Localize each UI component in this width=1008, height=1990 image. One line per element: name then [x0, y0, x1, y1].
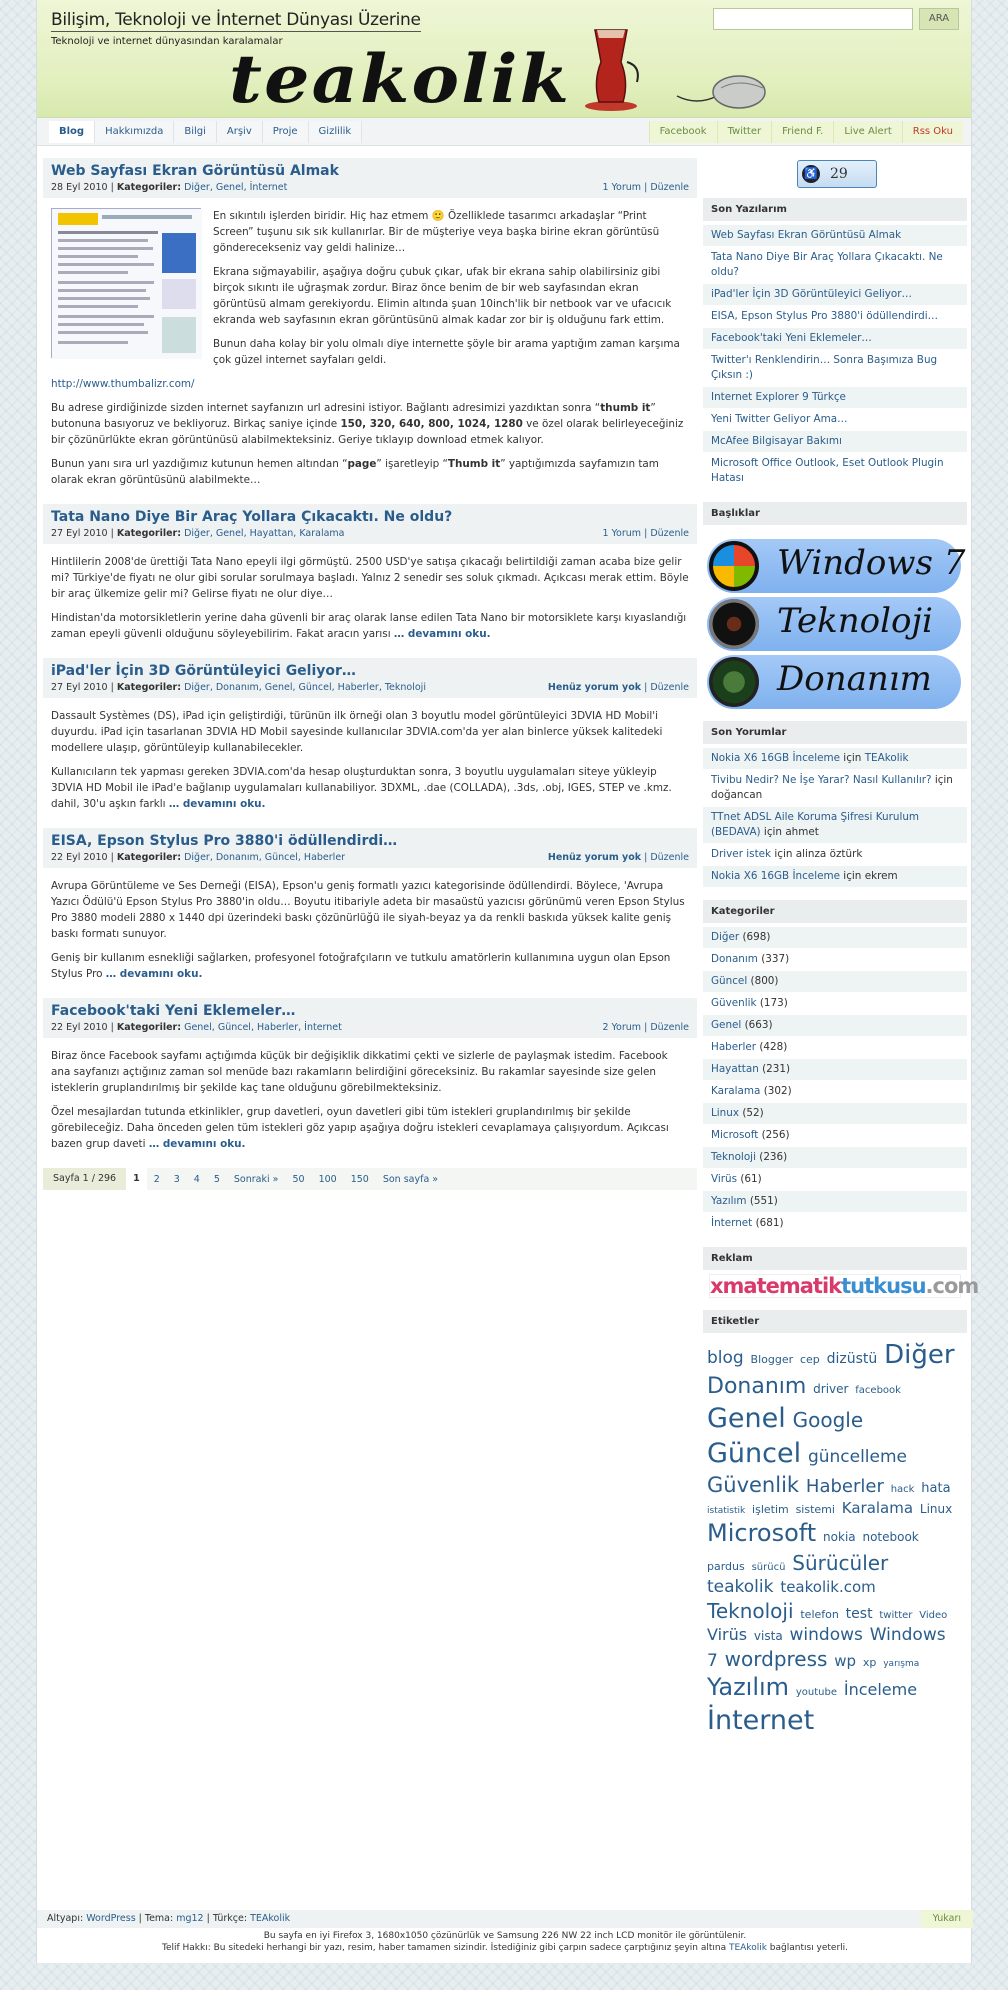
post-date: 27 Eyl 2010 [51, 528, 108, 539]
tag-link[interactable]: test [845, 1605, 873, 1622]
category-item [703, 927, 967, 949]
site-description: Teknoloji ve internet dünyasından karalamalar [51, 36, 283, 47]
post-actions: Henüz yorum yok | Düzenle [547, 682, 689, 693]
post-categories[interactable]: Genel, Güncel, Haberler, İnternet [184, 1022, 342, 1033]
banner-donanim[interactable] [707, 655, 961, 709]
category-link[interactable]: Donanım [711, 953, 758, 965]
banner-label: Teknoloji [777, 601, 933, 641]
post-header [43, 504, 697, 544]
search-input[interactable] [713, 8, 913, 30]
site-logo[interactable]: teakolik [229, 40, 572, 118]
tag-link[interactable]: yarışma [883, 1658, 920, 1669]
footer: Altyapı: WordPress | Tema: mg12 | Türkçe: TEAkolik Yukarı [37, 1910, 973, 1928]
category-link[interactable]: Güncel [711, 975, 748, 987]
recent-post-link[interactable]: Yeni Twitter Geliyor Ama… [711, 413, 848, 425]
category-count: (698) [742, 931, 771, 943]
post-actions: 2 Yorum | Düzenle [602, 1022, 689, 1033]
category-count: (52) [742, 1107, 764, 1119]
category-link[interactable]: Diğer [711, 931, 740, 943]
edit-link[interactable]: Düzenle [650, 1022, 689, 1033]
post-title[interactable]: EISA, Epson Stylus Pro 3880'i ödüllendirdi… [51, 833, 398, 849]
category-item [703, 1125, 967, 1147]
page-link[interactable]: 5 [213, 1173, 220, 1185]
tag-link[interactable]: Diğer [884, 1340, 955, 1370]
tag-link[interactable]: Yazılım [707, 1672, 790, 1701]
tag-link[interactable]: istatistik [707, 1505, 746, 1516]
tag-link[interactable]: blog [707, 1348, 744, 1368]
comment-post-link[interactable]: Driver istek [711, 848, 772, 860]
tag-link[interactable]: teakolik.com [780, 1577, 876, 1596]
tags-widget [703, 1310, 967, 1740]
page-current: 1 [126, 1168, 147, 1190]
recent-posts-widget [703, 198, 967, 490]
category-item [703, 1213, 967, 1235]
tag-link[interactable]: işletim [752, 1502, 789, 1516]
comment-post-link[interactable]: TTnet ADSL Aile Koruma Şifresi Kurulum (BEDAVA) [711, 811, 920, 838]
tag-link[interactable]: Teknoloji [707, 1598, 794, 1623]
category-item [703, 1103, 967, 1125]
recent-comments-widget: Son Yorumlar Nokia X6 16GB İnceleme için TEAkolik Tivibu Nedir? Ne İşe Yarar? Nasıl Kullanılır? için doğancan TTnet ADSL Aile Koruma Şifresi Kurulum (BEDAVA) için ahmet Driver istek için alinza öztürk Nokia X6 16GB İnceleme için ekrem [703, 721, 967, 888]
tag-link[interactable]: hata [921, 1480, 951, 1496]
post-header [43, 998, 697, 1038]
last-page-link[interactable]: Son sayfa » [382, 1173, 439, 1185]
tag-link[interactable]: İnternet [707, 1705, 815, 1737]
tea-glass-icon [581, 22, 641, 112]
category-count: (551) [749, 1195, 778, 1207]
comment-author-link[interactable]: TEAkolik [864, 752, 909, 764]
nav-item-archive[interactable]: Arşiv [217, 121, 263, 143]
tag-link[interactable]: Karalama [841, 1498, 914, 1517]
post-meta: 27 Eyl 2010 | Kategoriler: Diğer, Genel, Hayattan, Karalama [51, 528, 345, 539]
category-count: (663) [744, 1019, 773, 1031]
nav-live-alert[interactable]: Live Alert [833, 121, 901, 143]
recent-post-link[interactable]: iPad'ler İçin 3D Görüntüleyici Geliyor… [711, 288, 912, 300]
recent-post-link[interactable]: Microsoft Office Outlook, Eset Outlook Plugin Hatası [711, 457, 944, 484]
post-body [43, 198, 697, 488]
banner-windows7[interactable] [707, 539, 966, 593]
footer-note-line: Telif Hakkı: Bu sitedeki herhangi bir yazı, resim, haber tamamen sizindir. İstediğiniz gibi çarpın sadece çarptığınız şeyin altına TEAkolik bağlantısı yeterli. [161, 1943, 849, 1953]
tag-link[interactable]: windows [789, 1624, 863, 1645]
categories-label: Kategoriler: [116, 528, 182, 539]
category-link[interactable]: Hayattan [711, 1063, 759, 1075]
post [43, 504, 697, 642]
pagination [43, 1168, 697, 1190]
nav-pages [49, 121, 362, 143]
post-paragraph: Bunun yanı sıra url yazdığımız kutunun hemen altından “page” işaretleyip “Thumb it” yaptığımızda sayfamızın tam olarak ekran görüntüsünü alabilmekte… [51, 458, 659, 486]
category-count: (800) [750, 975, 779, 987]
post-paragraph: Avrupa Görüntüleme ve Ses Derneği (EISA), Epson'u geniş formatlı yazıcı kategorisinde ödüllendirdi. Böylece, 'Avrupa Yazıcı Ödülü'ü Epson Stylus Pro 3880'in oldu… Boyutu itibariyle adeta bir masaüstü yazıcısı görünümü veren Epson Stylus Pro 3880 modeli 2880 x 1440 dpi üzerindeki baskı çözünürlüğü ile siyah-beyaz ya da renkli baskıda yüksek kalite geniş baskı formatı sunuyor. [51, 880, 685, 940]
post-date: 27 Eyl 2010 [51, 682, 108, 693]
site-header [37, 0, 971, 118]
back-to-top-link[interactable]: Yukarı [921, 1910, 973, 1928]
page-link[interactable]: 2 [153, 1173, 160, 1185]
post-paragraph: En sıkıntılı işlerden biridir. Hiç haz etmem 🙂 Özellikledе tasarımcı arkadaşlar “Print Screen” tuşunu sık sık kullanırlar. Bir de müşteriye veya başka birine ekran görüntüsü göndereceksеniz vay geldi halinize… [213, 210, 660, 254]
teakolik-link[interactable]: TEAkolik [728, 1943, 767, 1953]
post-paragraph: Özel mesajlardan tutunda etkinlikler, grup davetleri, oyun davetleri gibi tüm istekleri gruplandırılmış bir şekilde görebileceğiz. Daha önceden gelen tüm istekleri göz yapıp aşağıya doğru istekleri cevaplamaya çalışıyordum. Açıkcası bazen grup daveti … devamını oku. [51, 1106, 669, 1150]
page-link[interactable]: 3 [173, 1173, 180, 1185]
category-link[interactable]: Virüs [711, 1173, 738, 1185]
post [43, 158, 697, 488]
tag-link[interactable]: Windows 7 [707, 1624, 946, 1671]
tag-link[interactable]: dizüstü [826, 1351, 878, 1367]
post-paragraph: Bu adrese girdiğinizde sizden internet sayfanızın url adresini istiyor. Bağlantı adresimizi yazdıktan sonra “thumb it” butonuna basıyoruz ve bekliyoruz. Birkaç saniye içinde 150, 320, 640, 800, 1024, 1280 ve özel olarak belirleyeceğiniz bir çözünürlükte ekran görüntünüsü alabilmekteksiniz. Geriye tıklayıp download etmek kalıyor. [51, 402, 684, 446]
comments-link[interactable]: 2 Yorum [602, 1022, 642, 1033]
recent-post-link[interactable]: Web Sayfası Ekran Görüntüsü Almak [711, 229, 902, 241]
post-paragraph: Hindistan'da motorsikletlerin yerine daha güvenli bir araç olarak lanse edilen Tata Nano bir motorsiklete karşı kıyaslandığı zaman epeyli güvenli olduğunu söyleyebilirim. Fakat aracın yarısı … devamını oku. [51, 612, 687, 640]
circuit-board-icon [709, 657, 759, 707]
tag-link[interactable]: vista [753, 1628, 783, 1643]
tag-link[interactable]: Sürücüler [792, 1550, 889, 1575]
camera-lens-icon [709, 599, 759, 649]
tag-link[interactable]: Güvenlik [707, 1472, 800, 1497]
post-header [43, 658, 697, 698]
comments-link[interactable]: Henüz yorum yok [547, 682, 642, 693]
banner-label: Donanım [777, 659, 932, 699]
category-count: (337) [761, 953, 790, 965]
tag-link[interactable]: twitter [879, 1609, 913, 1621]
main-nav [37, 118, 971, 146]
tag-link[interactable]: İnceleme [843, 1679, 918, 1699]
category-item [703, 1037, 967, 1059]
tag-link[interactable]: güncelleme [807, 1447, 908, 1468]
tag-link[interactable]: Google [792, 1408, 864, 1433]
category-count: (236) [759, 1151, 788, 1163]
post-categories[interactable]: Diğer, Genel, Hayattan, Karalama [184, 528, 345, 539]
category-count: (681) [755, 1217, 784, 1229]
comment-author: alinza öztürk [795, 848, 863, 860]
category-item [703, 1191, 967, 1213]
tag-link[interactable]: Video [919, 1609, 948, 1621]
post-date: 22 Eyl 2010 [51, 852, 108, 863]
post-title[interactable]: Web Sayfası Ekran Görüntüsü Almak [51, 163, 339, 179]
post-categories[interactable]: Diğer, Donanım, Genel, Güncel, Haberler, Teknoloji [184, 682, 426, 693]
tag-link[interactable]: notebook [862, 1530, 919, 1545]
sidebar [703, 152, 979, 1752]
tag-link[interactable]: youtube [795, 1686, 838, 1698]
counter-value: 29 [830, 166, 848, 182]
categories-label: Kategoriler: [116, 182, 182, 193]
post-categories[interactable]: Diğer, Donanım, Güncel, Haberler [184, 852, 346, 863]
category-item [703, 949, 967, 971]
thumbnail-image [52, 209, 202, 359]
search-button[interactable]: ARA [919, 8, 959, 30]
recent-post-link[interactable]: Internet Explorer 9 Türkçe [711, 391, 846, 403]
headings-widget [703, 502, 967, 709]
widget-title: Başlıklar [703, 502, 967, 525]
ad-widget [703, 1247, 979, 1298]
comments-link[interactable]: Henüz yorum yok [547, 852, 642, 863]
post-meta: 28 Eyl 2010 | Kategoriler: Diğer, Genel, İnternet [51, 182, 288, 193]
category-item [703, 993, 967, 1015]
post-categories[interactable]: Diğer, Genel, İnternet [184, 182, 288, 193]
banner-label: Windows 7 [777, 543, 966, 583]
post-paragraph: Geniş bir kullanım esnekliği sağlarken, profesyonel fotoğrafçıların ve tutkulu amatörlerin kullanımına uygun olan Epson Stylus Pro … devamını oku. [51, 952, 671, 980]
post-meta: 22 Eyl 2010 | Kategoriler: Genel, Güncel, Haberler, İnternet [51, 1022, 342, 1033]
post-paragraph: Biraz önce Facebook sayfamı açtığımda küçük bir değişiklik dikkatimi çekti ve sizlerle de paylaşmak istedim. Facebook ana sayfanızı açtığınız zaman sol menüde bazı rakamların belirdiğini göreceksiniz. Bu rakamlar sayesinde size gelen isteklerin gruplandırılmış bir şekilde kaç tane olduğunu görebilmekteksiniz. [51, 1050, 668, 1094]
tag-link[interactable]: telefon [800, 1607, 839, 1621]
category-count: (256) [761, 1129, 790, 1141]
page-wrapper [36, 0, 979, 1963]
category-count: (302) [763, 1085, 792, 1097]
post-body [43, 544, 697, 642]
tag-link[interactable]: sistemi [795, 1502, 835, 1516]
comment-author: ekrem [864, 870, 898, 882]
thumbalizr-link[interactable]: http://www.thumbalizr.com/ [51, 378, 195, 390]
tag-link[interactable]: Güncel [707, 1438, 802, 1470]
category-link[interactable]: Yazılım [711, 1195, 747, 1207]
site-title[interactable]: Bilişim, Teknoloji ve İnternet Dünyası Üzerine [51, 10, 421, 30]
nav-social [649, 121, 963, 143]
wordpress-link[interactable]: WordPress [86, 1913, 136, 1924]
post-body [43, 1038, 697, 1152]
nav-rss[interactable]: Rss Oku [902, 121, 963, 143]
tag-link[interactable]: Microsoft [707, 1519, 817, 1548]
post-body [43, 698, 697, 812]
tag-link[interactable]: cep [799, 1353, 820, 1366]
mouse-icon [677, 66, 767, 116]
comment-post-link[interactable]: Nokia X6 16GB İnceleme [711, 752, 840, 764]
post-title[interactable]: Facebook'taki Yeni Eklemeler… [51, 1003, 296, 1019]
category-item [703, 1169, 967, 1191]
widget-title: Reklam [703, 1247, 967, 1270]
page-link[interactable]: 4 [193, 1173, 200, 1185]
category-link[interactable]: Teknoloji [711, 1151, 756, 1163]
category-item [703, 1081, 967, 1103]
post-date: 22 Eyl 2010 [51, 1022, 108, 1033]
category-link[interactable]: Microsoft [711, 1129, 759, 1141]
read-more-link[interactable]: … devamını oku. [168, 798, 266, 810]
widget-title: Son Yazılarım [703, 198, 967, 221]
teakolik-link[interactable]: TEAkolik [250, 1913, 291, 1924]
post-actions: 1 Yorum | Düzenle [602, 182, 689, 193]
comment-author: doğancan [711, 789, 763, 801]
category-count: (231) [762, 1063, 791, 1075]
post-title[interactable]: Tata Nano Diye Bir Araç Yollara Çıkacaktı. Ne oldu? [51, 509, 453, 525]
tag-link[interactable]: Linux [919, 1501, 953, 1516]
page-info: Sayfa 1 / 296 [43, 1168, 126, 1190]
edit-link[interactable]: Düzenle [650, 682, 689, 693]
recent-post-link[interactable]: Twitter'ı Renklendirin… Sonra Başımıza Bug Çıksın :) [711, 354, 938, 381]
read-more-link[interactable]: … devamını oku. [393, 628, 491, 640]
nav-facebook[interactable]: Facebook [649, 121, 717, 143]
next-page-link[interactable]: Sonraki » [233, 1173, 279, 1185]
tag-link[interactable]: wordpress [724, 1646, 828, 1671]
nav-item-info[interactable]: Bilgi [174, 121, 217, 143]
tag-cloud [703, 1337, 967, 1740]
tag-link[interactable]: Donanım [707, 1373, 807, 1399]
post-actions: 1 Yorum | Düzenle [602, 528, 689, 539]
post-paragraph: Dassault Systèmes (DS), iPad için geliştirdiği, türünün ilk örneği olan 3 boyutlu model görüntüleyici 3DVIA HD Mobil'i duyurdu. iPad için tasarlanan 3DVIA HD Mobil sayesinde kullanıcılar 3DVIA.com'da yer alan binlerce yüksek kalitedeki modellere ulaşıp, görüntüleyip kullanabilecekler. [51, 710, 663, 754]
comment-post-link[interactable]: Tivibu Nedir? Ne İşe Yarar? Nasıl Kullanılır? [711, 774, 932, 786]
post-meta: 22 Eyl 2010 | Kategoriler: Diğer, Donanım, Güncel, Haberler [51, 852, 346, 863]
recent-post-link[interactable]: McAfee Bilgisayar Bakımı [711, 435, 842, 447]
category-link[interactable]: Güvenlik [711, 997, 757, 1009]
read-more-link[interactable]: … devamını oku. [148, 1138, 246, 1150]
categories-label: Kategoriler: [116, 682, 182, 693]
category-item [703, 971, 967, 993]
windows-logo-icon [709, 541, 759, 591]
banner-teknoloji[interactable] [707, 597, 961, 651]
read-more-link[interactable]: … devamını oku. [105, 968, 203, 980]
tag-link[interactable]: nokia [823, 1530, 856, 1545]
categories-label: Kategoriler: [116, 1022, 182, 1033]
theme-link[interactable]: mg12 [176, 1913, 204, 1924]
nav-item-project[interactable]: Proje [263, 121, 309, 143]
comment-author: ahmet [785, 826, 819, 838]
widget-title: Son Yorumlar [703, 721, 967, 744]
tag-link[interactable]: teakolik [707, 1576, 774, 1597]
widget-title: Kategoriler [703, 900, 967, 923]
recent-post-link[interactable]: Tata Nano Diye Bir Araç Yollara Çıkacaktı. Ne oldu? [711, 251, 943, 278]
nav-friendfeed[interactable]: Friend F. [771, 121, 833, 143]
category-link[interactable]: Karalama [711, 1085, 761, 1097]
page-link[interactable]: 100 [318, 1173, 337, 1185]
post [43, 828, 697, 982]
comment-post-link[interactable]: Nokia X6 16GB İnceleme [711, 870, 840, 882]
post-header [43, 828, 697, 868]
categories-widget [703, 900, 967, 1235]
tag-link[interactable]: wp [834, 1651, 857, 1670]
tag-link[interactable]: pardus [707, 1559, 745, 1573]
accessibility-icon: ♿ [802, 165, 820, 183]
widget-title: Etiketler [703, 1310, 967, 1333]
post-paragraph: Bunun daha kolay bir yolu olmalı diye internette şöyle bir arama yaptığım zaman karşıma çok güzel internet sayfaları geldi. [213, 338, 680, 366]
category-item [703, 1059, 967, 1081]
tag-link[interactable]: Blogger [750, 1353, 794, 1366]
feed-counter[interactable] [797, 160, 877, 188]
edit-link[interactable]: Düzenle [650, 852, 689, 863]
post-meta: 27 Eyl 2010 | Kategoriler: Diğer, Donanım, Genel, Güncel, Haberler, Teknoloji [51, 682, 426, 693]
post [43, 998, 697, 1152]
footer-note-line: Bu sayfa en iyi Firefox 3, 1680x1050 çözünürlük ve Samsung 226 NW 22 inch LCD monitör ile görüntülenir. [263, 1931, 747, 1941]
comments-link[interactable]: 1 Yorum [602, 528, 642, 539]
edit-link[interactable]: Düzenle [650, 528, 689, 539]
category-link[interactable]: Linux [711, 1107, 739, 1119]
tag-link[interactable]: Haberler [805, 1475, 884, 1497]
footer-note [37, 1930, 973, 1954]
page-link[interactable]: 150 [350, 1173, 369, 1185]
post [43, 658, 697, 812]
category-count: (61) [740, 1173, 762, 1185]
category-count: (428) [759, 1041, 788, 1053]
post-body [43, 868, 697, 982]
comments-link[interactable]: 1 Yorum [602, 182, 642, 193]
recent-post-link[interactable]: Facebook'taki Yeni Eklemeler… [711, 332, 872, 344]
categories-label: Kategoriler: [116, 852, 182, 863]
tag-link[interactable]: xp [862, 1655, 877, 1669]
category-link[interactable]: Genel [711, 1019, 742, 1031]
tag-link[interactable]: Genel [707, 1403, 786, 1435]
post-date: 28 Eyl 2010 [51, 182, 108, 193]
post-title[interactable]: iPad'ler İçin 3D Görüntüleyici Geliyor… [51, 663, 356, 679]
post-header [43, 158, 697, 198]
edit-link[interactable]: Düzenle [650, 182, 689, 193]
category-link[interactable]: Haberler [711, 1041, 756, 1053]
ad-banner[interactable]: xmatematiktutkusu.com [710, 1274, 979, 1298]
category-link[interactable]: İnternet [711, 1217, 753, 1229]
screenshot-thumbnail[interactable] [51, 208, 201, 358]
post-actions: Henüz yorum yok | Düzenle [547, 852, 689, 863]
tag-link[interactable]: Virüs [707, 1624, 748, 1644]
nav-item-about[interactable]: Hakkımızda [95, 121, 174, 143]
nav-twitter[interactable]: Twitter [717, 121, 772, 143]
tag-link[interactable]: hack [890, 1483, 915, 1495]
page-link[interactable]: 50 [292, 1173, 305, 1185]
post-paragraph: Ekrana sığmayabilir, aşağıya doğru çubuk çıkar, ufak bir ekrana sahip olabilirsiniz gibi birçok sıkıntı ile uğraşmak zordur. Biraz önce benim de bir web sayfasından ekran görüntüsü almam gerekiyordu. Elimin altında şuan 10inch'lik bir netbook var ve ufacıcık ekranda web sayfasının ekran görüntüsünü almak kadar zor bir iş olduğunu fark ettim. [213, 266, 672, 326]
post-paragraph: Hintlilerin 2008'de ürettiği Tata Nano epeyli ilgi görmüştü. 2500 USD'ye satışa çıkacağı belirtildiği zaman acaba bize gelir mi? Türkiye'de fiyatı ne olur gibi sorular sorulmaya başladı. Yalnız 2 senedir ses soluk çıkmadı. Açıkcası merak ettim. Böyle bir araç ülkemize gelir mi? Gelirse fiyatı ne olur diye… [51, 556, 689, 600]
recent-post-link[interactable]: EISA, Epson Stylus Pro 3880'i ödüllendirdi… [711, 310, 938, 322]
tag-link[interactable]: sürücü [751, 1561, 786, 1573]
post-paragraph: Kullanıcıların tek yapması gereken 3DVIA.com'da hesap oluşturduktan sonra, 3 boyutlu uygulamaları siteye yükleyip 3DVIA HD Mobil ile iPad'e bağlanıp uygulamaları kullanabiliyor. 3DXML, .dae (COLLADA), .3ds, .obj, IGES, STEP ve .kmz. dahil, 30'u aşkın farklı … devamını oku. [51, 766, 672, 810]
nav-item-privacy[interactable]: Gizlilik [309, 121, 363, 143]
tag-link[interactable]: facebook [855, 1384, 901, 1396]
tag-link[interactable]: driver [813, 1381, 849, 1396]
nav-item-blog[interactable]: Blog [49, 121, 95, 143]
category-item [703, 1147, 967, 1169]
category-item [703, 1015, 967, 1037]
category-count: (173) [759, 997, 788, 1009]
main-content [43, 158, 697, 1190]
